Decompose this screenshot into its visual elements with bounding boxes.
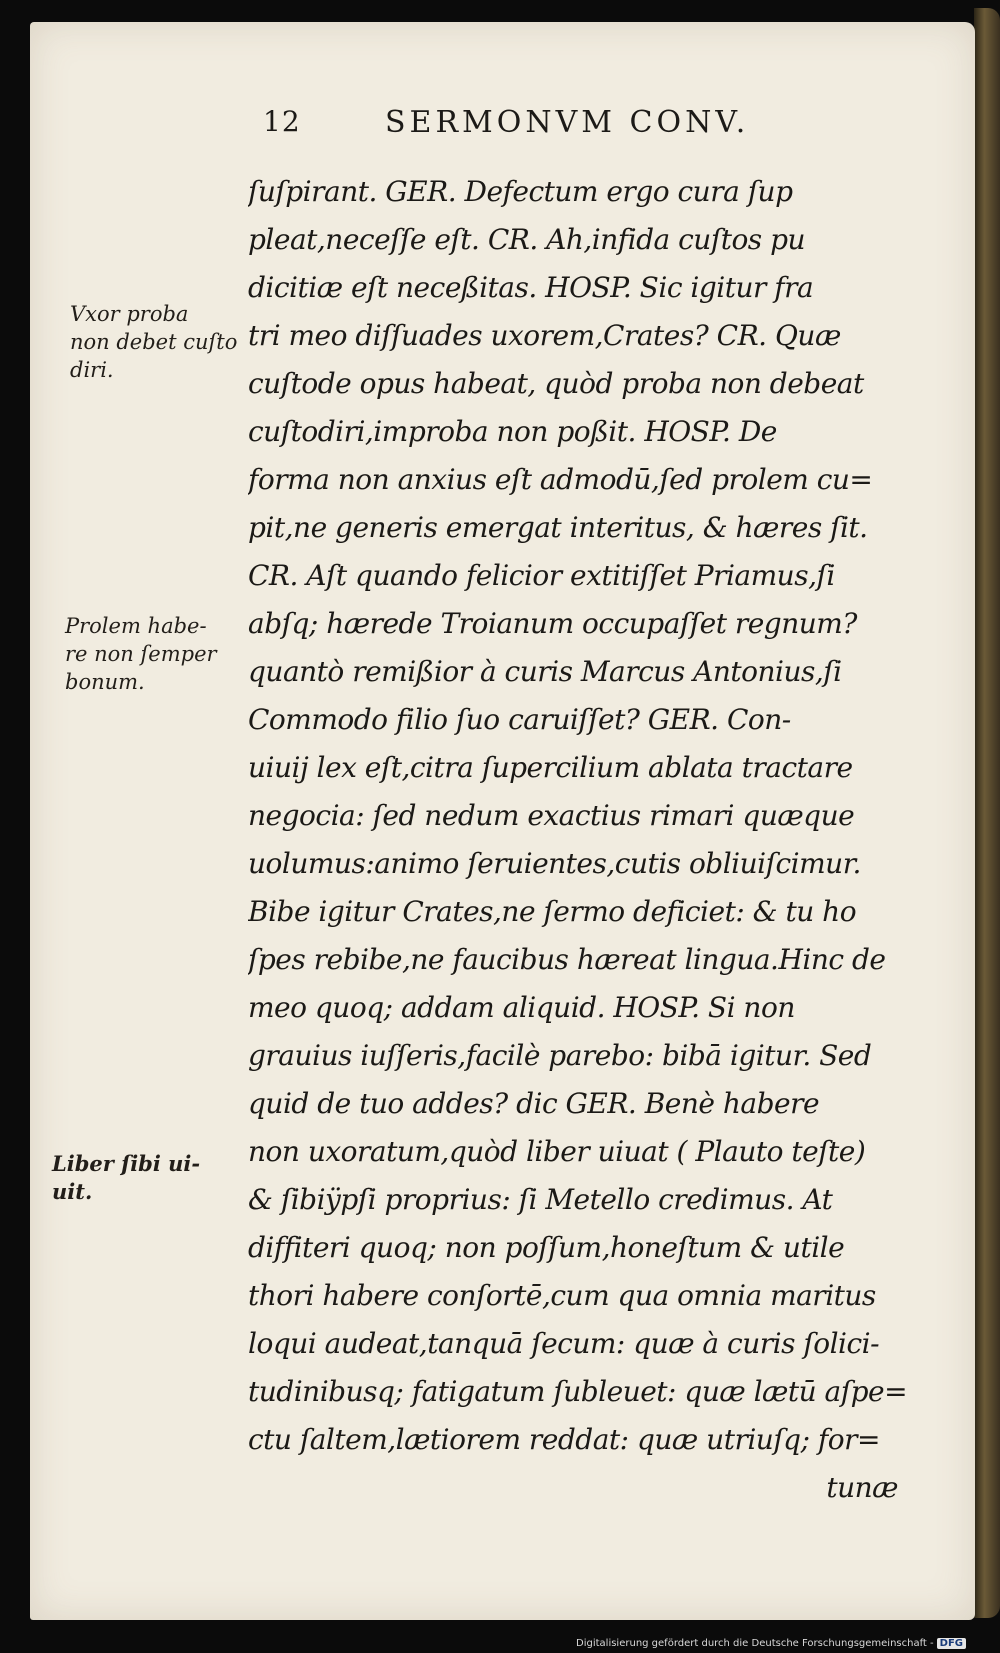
text-line: pit,ne generis emergat interitus, & hæres ſit. [248, 511, 868, 544]
digitization-credit [576, 1638, 966, 1649]
text-line: ctu ſaltem,lætiorem reddat: quæ utriuſq; for= [248, 1423, 880, 1456]
text-line: diffiteri quoq; non poſſum,honeſtum & utile [248, 1231, 845, 1264]
text-line: meo quoq; addam aliquid. HOSP. Si non [248, 991, 795, 1024]
margin-note-line: Liber ſibi ui- [52, 1151, 201, 1176]
text-line: forma non anxius eſt admodū,ſed prolem cu= [248, 463, 873, 496]
margin-note-line: diri. [70, 358, 114, 382]
text-line: negocia: ſed nedum exactius rimari quæque [248, 799, 855, 832]
text-line: grauius iuſſeris,facilè parebo: bibā igitur. Sed [248, 1039, 872, 1072]
text-line: Commodo filio ſuo caruiſſet? GER. Con- [248, 703, 791, 736]
catchword: tunæ [826, 1471, 898, 1504]
text-line: cuſtode opus habeat, quòd proba non debeat [248, 367, 864, 400]
credit-text: Digitalisierung gefördert durch die Deutsche Forschungsgemeinschaft - [576, 1638, 934, 1649]
body-text [248, 168, 908, 1512]
text-line: non uxoratum,quòd liber uiuat ( Plauto teſte) [248, 1135, 866, 1168]
text-line: ſpes rebibe,ne faucibus hæreat lingua.Hinc de [248, 943, 886, 976]
margin-note-line: Prolem habe- [65, 614, 207, 638]
margin-note-line: non debet cuſto [70, 330, 238, 354]
text-line: Bibe igitur Crates,ne ſermo deficiet: & tu ho [248, 895, 857, 928]
margin-note-line: bonum. [65, 670, 145, 694]
book-page-edge [974, 8, 1000, 1618]
text-line: pleat,neceſſe eſt. CR. Ah,infida cuſtos pu [248, 223, 806, 256]
text-line: uolumus:animo ſeruientes,cutis obliuiſcimur. [248, 847, 861, 880]
text-line: tri meo diſſuades uxorem,Crates? CR. Quæ [248, 319, 841, 352]
text-line: CR. Aſt quando felicior extitiſſet Priamus,ſi [248, 559, 835, 592]
margin-note-line: re non ſemper [65, 642, 217, 666]
margin-note-line: Vxor proba [70, 302, 189, 326]
text-line: ſuſpirant. GER. Defectum ergo cura ſup [248, 175, 793, 208]
text-line: tudinibusq; fatigatum ſubleuet: quæ lætū aſpe= [248, 1375, 908, 1408]
page-number: 12 [263, 105, 301, 138]
text-line: uiuij lex eſt,citra ſupercilium ablata tractare [248, 751, 853, 784]
text-line: & ſibiÿpſi proprius: ſi Metello credimus. At [248, 1183, 833, 1216]
margin-note-liber-sibi [52, 1150, 200, 1206]
text-line: thori habere conſortē,cum qua omnia maritus [248, 1279, 876, 1312]
margin-note-line: uit. [52, 1179, 93, 1204]
text-line: abſq; hærede Troianum occupaſſet regnum? [248, 607, 857, 640]
text-line: quantò remißior à curis Marcus Antonius,ſi [248, 655, 842, 688]
margin-note-prolem-habere [65, 612, 217, 696]
margin-note-uxor-proba [70, 300, 237, 384]
text-line: quid de tuo addes? dic GER. Benè habere [248, 1087, 820, 1120]
text-line: cuſtodiri,improba non poßit. HOSP. De [248, 415, 777, 448]
page-header [263, 105, 823, 145]
text-line: dicitiæ eſt neceßitas. HOSP. Sic igitur fra [248, 271, 814, 304]
dfg-logo: DFG [937, 1638, 966, 1649]
running-title: SERMONVM CONV. [385, 105, 750, 140]
text-line: loqui audeat,tanquā ſecum: quæ à curis ſolici- [248, 1327, 880, 1360]
